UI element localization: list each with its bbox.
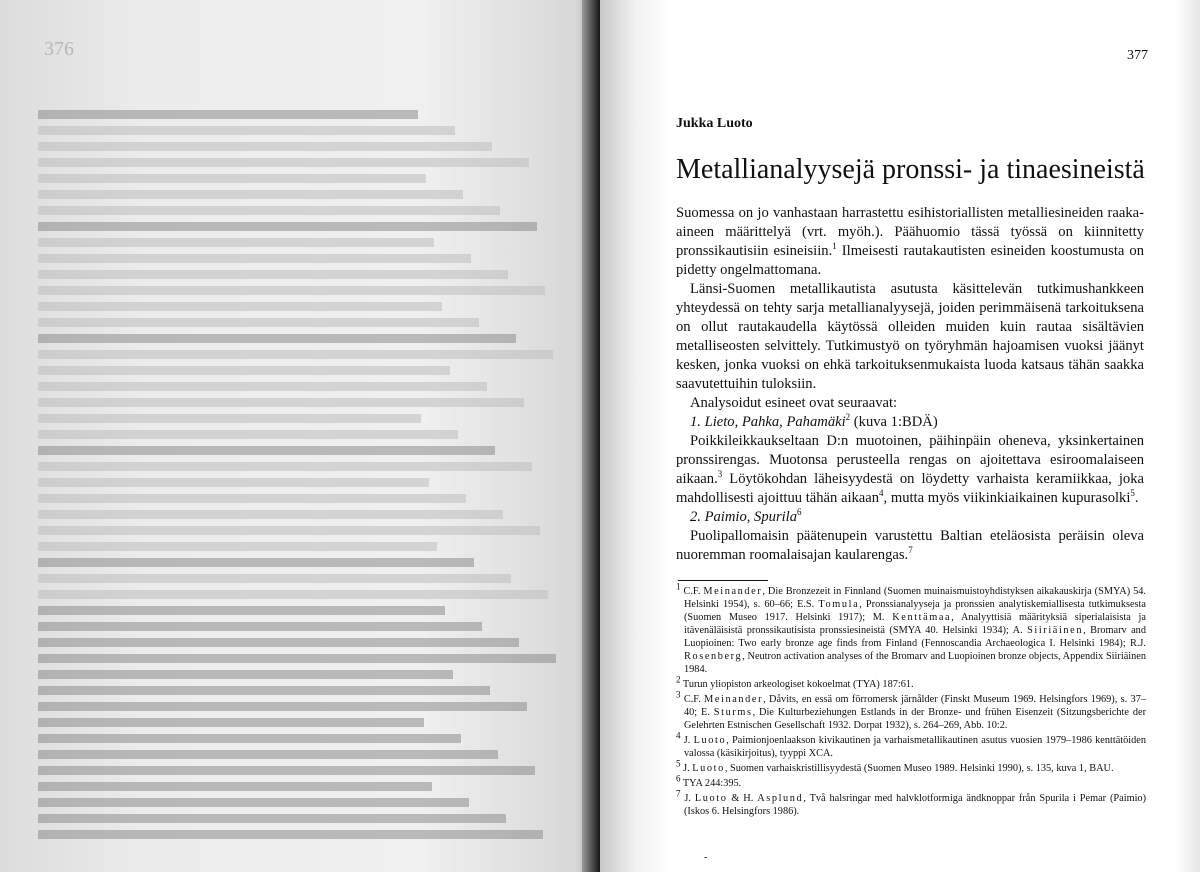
left-page-number: 376 [44, 38, 74, 60]
bottom-mark: - [704, 852, 708, 863]
footnote-divider [678, 580, 768, 581]
bleed-through-line [38, 702, 527, 711]
bleed-through-line [38, 382, 487, 391]
bleed-through-line [38, 318, 479, 327]
bleed-through-line [38, 414, 421, 423]
footnote-6: $^6$ TYA 244:395. [676, 773, 742, 789]
bleed-through-line [38, 158, 529, 167]
bleed-through-line [38, 174, 426, 183]
right-page [600, 0, 1200, 872]
footnotes [676, 581, 1147, 820]
paragraph-project: Länsi-Suomen metallikautista asutusta käsittelevän tutkimushankkeen yhteydessä on tehty sarja metallianalyysejä, joiden perimmäisenä tarkoituksena on ollut rautakaudella käytössä olleiden muiden kuin rautaa sisältävien metalliseosten selvittely. Tutkimustyö on työryhmän hajoamisen vuoksi jäänyt kesken, jonka vuoksi on ehkä tarkoituksenmukaista luoda katsaus tähän saakka saavutettuihin tuloksiin. [676, 281, 1144, 392]
bleed-through-line [38, 766, 535, 775]
bleed-through-line [38, 302, 442, 311]
footnote-2: $^2$ Turun yliopiston arkeologiset kokoelmat (TYA) 187:61. [676, 674, 914, 690]
bleed-through-line [38, 526, 540, 535]
bleed-through-line [38, 830, 543, 839]
bleed-through-line [38, 126, 455, 135]
item1-heading: 1. Lieto, Pahka, Pahamäki$^2$ (kuva 1:BDÄ) [690, 412, 938, 430]
bleed-through-line [38, 750, 498, 759]
footnote-5: $^5$ J. Luoto, Suomen varhaiskristillisyydestä (Suomen Museo 1989. Helsinki 1990), s. 135, kuva 1, BAU. [676, 758, 1114, 774]
bleed-through-line [38, 366, 450, 375]
bleed-through-line [38, 206, 500, 215]
footnote-4: $^4$ J. Luoto, Paimionjoenlaakson kivikautinen ja varhaismetallikautinen asutus vuosien 1979–1986 kenttätöiden valossa (käsikirjoitus), tyyppi XCA. [676, 730, 1147, 759]
bleed-through-line [38, 542, 437, 551]
bleed-through-line [38, 286, 545, 295]
paragraph-intro: Suomessa on jo vanhastaan harrastettu esihistoriallisten metalliesineiden raaka-aineen määrittelyä (vrt. myöh.). Päähuomio tässä työssä on kiinnitetty pronssikautisiin esineisiin.$^1$ Ilmeisesti rautakautisten esineiden koostumusta on pidetty ongelmattomana. [676, 205, 1145, 278]
bleed-through-line [38, 238, 434, 247]
article-body [676, 204, 1144, 565]
bleed-through-line [38, 782, 432, 791]
bleed-through-line [38, 446, 495, 455]
bleed-through-line [38, 622, 482, 631]
bleed-through-line [38, 270, 508, 279]
item2-heading: 2. Paimio, Spurila$^6$ [690, 507, 802, 525]
bleed-through-line [38, 510, 503, 519]
bleed-through-line [38, 478, 429, 487]
bleed-through-line [38, 558, 474, 567]
bleed-through-line [38, 222, 537, 231]
bleed-through-line [38, 574, 511, 583]
footnote-1: $^1$ C.F. Meinander, Die Bronzezeit in Finnland (Suomen muinaismuistoyhdistyksen aikakauskirja (SMYA) 54. Helsinki 1954), s. 60–66; E.S. Tomula, Pronssianalyyseja ja pronssien analytiskemiallisesta tutkimuksesta (Suomen Museo 1917. Helsinki 1917); M. Kenttämaa, Analyyttisiä määrityksiä siperialaisista ja itävenäläisistä pronssikautisista pronssiesineistä (SMYA 40. Helsinki 1934); A. Siiriäinen, Bromarv and Luopioinen: Two early bronze age finds from Finland (Fennoscandia Archaeologica I. Helsinki 1984); R.J. Rosenberg, Neutron activation analyses of the Bromarv and Luopioinen bronze objects, Appendix Siiriäinen 1984. [676, 581, 1146, 675]
bleed-through-line [38, 798, 469, 807]
bleed-through-line [38, 686, 490, 695]
item1-description: Poikkileikkaukseltaan D:n muotoinen, päihinpäin oheneva, yksinkertainen pronssirengas. Muotonsa perusteella rengas on ajoitettava esiroomalaiseen aikaan.$^3$ Löytökohdan läheisyydestä on löydetty varhaista keramiikkaa, joka mahdollisesti ajoittuu tähän aikaan$^4$, mutta myös viikinkiaikainen kupurasolki$^5$. [676, 433, 1144, 506]
bleed-through-line [38, 638, 519, 647]
bleed-through-line [38, 430, 458, 439]
bleed-through-line [38, 734, 461, 743]
bleed-through-line [38, 350, 553, 359]
bleed-through-line [38, 814, 506, 823]
bleed-through-line [38, 190, 463, 199]
footnote-3: $^3$ C.F. Meinander, Dåvits, en essä om förromersk järnålder (Finskt Museum 1969. Helsingfors 1969), s. 37–40; E. Sturms, Die Kulturbeziehungen Estlands in der Bronze- und frühen Eisenzeit (Sitzungsberichte der Gelehrten Estnischen Gesellschaft 1932. Dorpat 1932), s. 264–269, Abb. 10:2. [676, 689, 1147, 731]
bleed-through-line [38, 142, 492, 151]
footnote-7: $^7$ J. Luoto & H. Asplund, Två halsringar med halvklotformiga ändknoppar från Spurila i Pemar (Paimio) (Iskos 6. Helsingfors 1986). [676, 788, 1147, 817]
bleed-through-line [38, 670, 453, 679]
bleed-through-line [38, 718, 424, 727]
bleed-through-line [38, 110, 418, 119]
bleed-through-line [38, 590, 548, 599]
bleed-through-line [38, 398, 524, 407]
paragraph-list-intro: Analysoidut esineet ovat seuraavat: [690, 395, 898, 411]
bleed-through-line [38, 254, 471, 263]
bleed-through-line [38, 334, 516, 343]
item2-description: Puolipallomaisin päätenupein varustettu Baltian eteläosista peräisin oleva nuoremman roomalaisajan kaularengas.$^7$ [676, 528, 1144, 563]
bleed-through-line [38, 654, 556, 663]
page-number: 377 [1127, 48, 1148, 63]
bleed-through-line [38, 606, 445, 615]
author-name: Jukka Luoto [676, 116, 753, 131]
bleed-through-line [38, 494, 466, 503]
article-title: Metallianalyysejä pronssi- ja tinaesineistä [676, 154, 1145, 185]
bleed-through-line [38, 462, 532, 471]
